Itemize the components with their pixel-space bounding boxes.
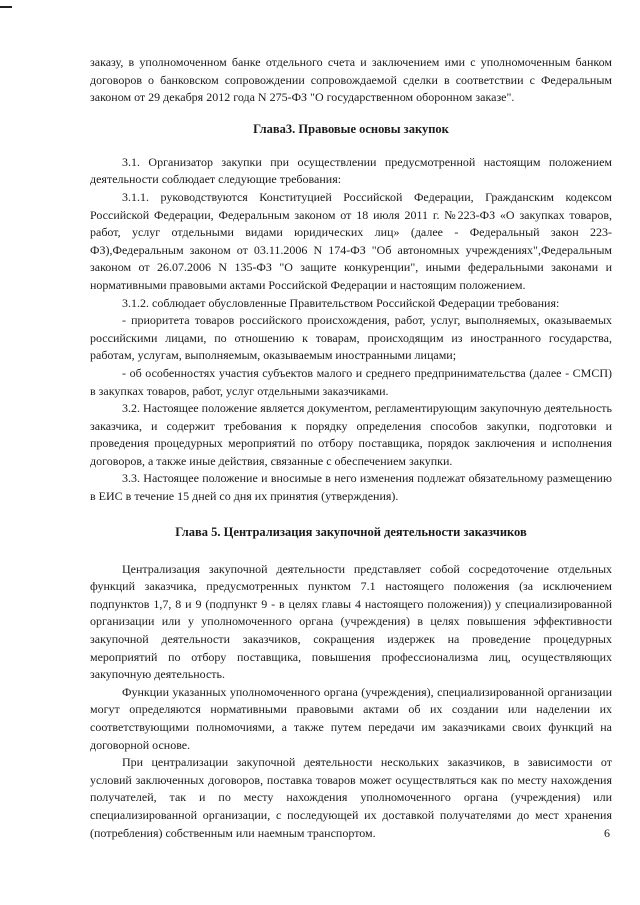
page-number: 6 — [604, 826, 610, 840]
scan-corner-mark — [0, 6, 12, 8]
page-body — [90, 54, 612, 842]
paragraph-3-1: 3.1. Организатор закупки при осуществлении предусмотренной настоящим положением деятельности соблюдает следующие требования: — [90, 154, 612, 187]
intro-paragraph: заказу, в уполномоченном банке отдельного счета и заключением ими с уполномоченным банком договоров о банковском сопровождении сопровождаемой сделки в соответствии с Федеральным законом от 29 декабря 2012 года N 275-ФЗ "О государственном оборонном заказе". — [90, 55, 612, 105]
paragraph-3-1-1: 3.1.1. руководствуются Конституцией Российской Федерации, Гражданским кодексом Российской Федерации, Федеральным законом от 18 июля 2011 г. №223-ФЗ «О закупках товаров, работ, услуг отдельными видами юридических лиц» (далее - Федеральный закон 223-ФЗ),Федеральным законом от 03.11.2006 N 174-ФЗ "Об автономных учреждениях",Федеральным законом от 26.07.2006 N 135-ФЗ "О защите конкуренции", иными федеральными законами и нормативными правовыми актами Российской Федерации и настоящим положением. — [90, 189, 612, 292]
paragraph-3-1-2: 3.1.2. соблюдает обусловленные Правительством Российской Федерации требования: — [122, 295, 560, 310]
paragraph-centralization: Централизация закупочной деятельности представляет собой сосредоточение отдельных функций заказчика, предусмотренных пунктом 7.1 настоящего положения (за исключением подпунктов 1,7, 8 и 9 (подпункт 9 - в целях главы 4 настоящего положения)) у специализированной организации или у уполномоченного органа (учреждения) в целях повышения эффективности закупочной деятельности заказчиков, сокращения издержек на проведение процедурных мероприятий по отбору поставщика, повышения профессионализма лиц, осуществляющих закупочную деятельность. — [90, 561, 612, 682]
paragraph-3-3: 3.3. Настоящее положение и вносимые в него изменения подлежат обязательному размещению в ЕИС в течение 15 дней со дня их принятия (утверждения). — [90, 471, 612, 504]
paragraph-3-2: 3.2. Настоящее положение является документом, регламентирующим закупочную деятельность заказчика, и содержит требования к порядку определения способов закупки, подготовки и проведения процедурных мероприятий по отбору поставщика, порядок заключения и исполнения договоров, а также иные действия, связанные с обеспечением закупки. — [90, 401, 612, 468]
paragraph-priority-goods: - приоритета товаров российского происхождения, работ, услуг, выполняемых, оказываемых российскими лицами, по отношению к товарам, происходящим из иностранного государства, работам, услугам, выполняемым, оказываемым иностранными лицами; — [90, 313, 612, 363]
paragraph-smsp: - об особенностях участия субъектов малого и среднего предпринимательства (далее - СМСП) в закупках товаров, работ, услуг отдельными заказчиками. — [90, 365, 612, 398]
paragraph-delivery: При централизации закупочной деятельности нескольких заказчиков, в зависимости от условий заключенных договоров, поставка товаров может осуществляться как по месту нахождения получателей, так и по месту нахождения уполномоченного органа (учреждения) или специализированной организации, с последующей их доставкой получателями до мест хранения (потребления) собственным или наемным транспортом. — [90, 755, 612, 840]
chapter-3-title: Глава3. Правовые основы закупок — [253, 121, 449, 136]
paragraph-functions: Функции указанных уполномоченного органа (учреждения), специализированной организации могут определяются нормативными правовыми актами об их создании или наделении их соответствующими полномочиями, а также путем передачи им заказчиками своих функций на договорной основе. — [90, 684, 612, 752]
chapter-5-title: Глава 5. Централизация закупочной деятельности заказчиков — [175, 524, 527, 539]
